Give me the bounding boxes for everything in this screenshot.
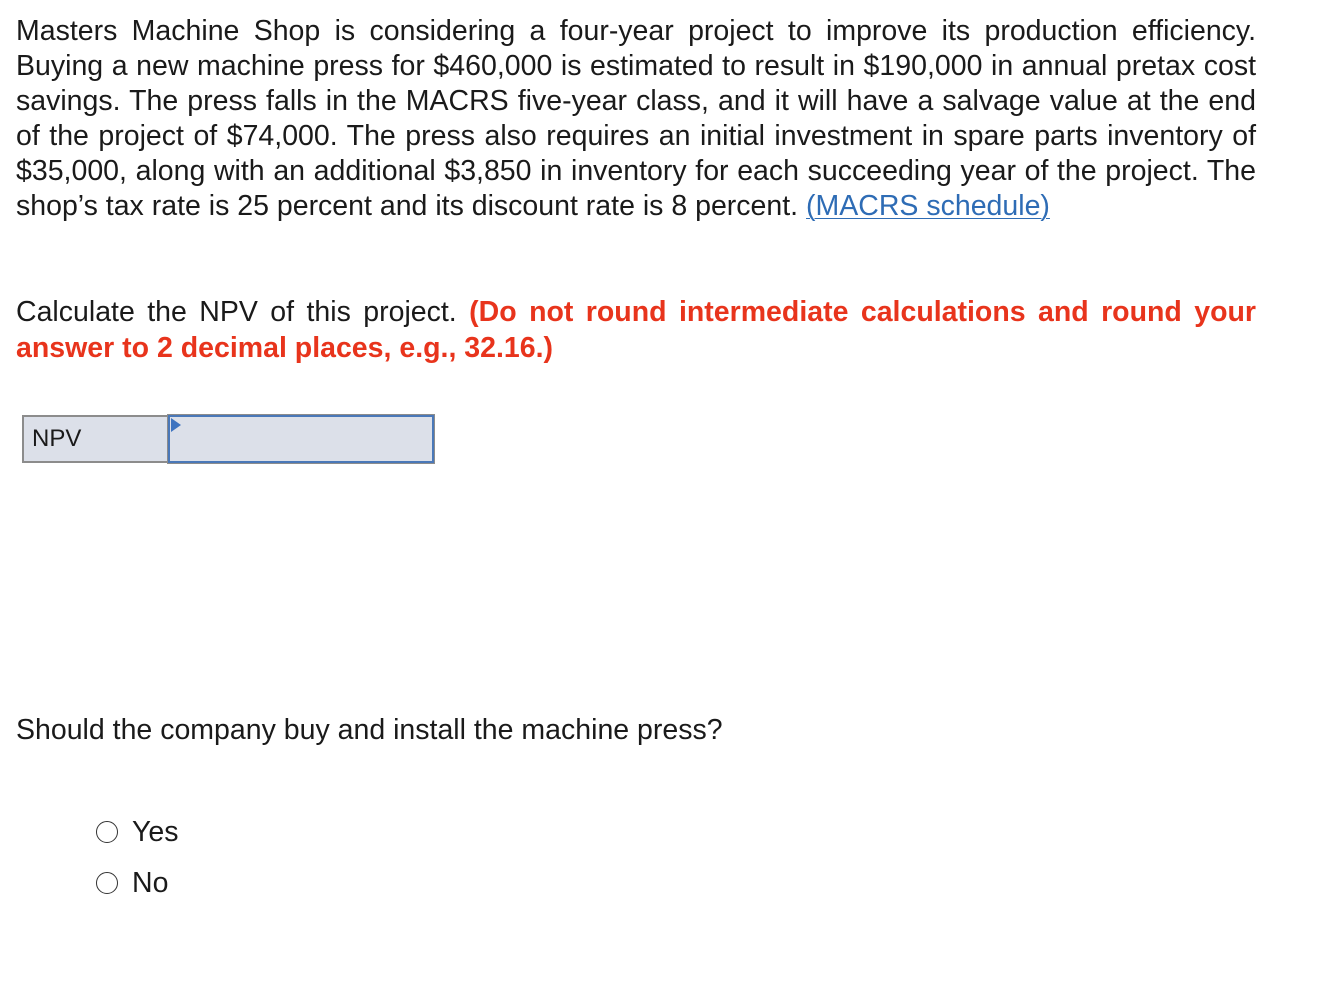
radio-unchecked-icon[interactable] (96, 821, 118, 843)
npv-answer-cell[interactable] (168, 415, 434, 463)
npv-input[interactable] (170, 417, 432, 461)
radio-unchecked-icon[interactable] (96, 872, 118, 894)
buy-question: Should the company buy and install the machine press? (16, 714, 723, 746)
answer-options (96, 812, 179, 914)
option-yes[interactable] (96, 812, 179, 852)
npv-answer-table (22, 415, 434, 463)
option-no-label[interactable]: No (132, 867, 169, 899)
problem-text: Masters Machine Shop is considering a four-year project to improve its production efficiency. Buying a new machine press for $460,000 is estimated to result in $190,000 in annual pretax cost savings. The press falls in the MACRS five-year class, and it will have a salvage value at the end of the project of $74,000. The press also requires an initial investment in spare parts inventory of $35,000, along with an additional $3,850 in inventory for each succeeding year of the project. The shop’s tax rate is 25 percent and its discount rate is 8 percent. (16, 15, 1256, 222)
npv-question (16, 294, 1256, 366)
npv-label: NPV (22, 415, 168, 463)
rounding-instruction: (Do not round intermediate calculations and round your answer to 2 decimal places, e.g., 32.16.) (16, 296, 1256, 364)
npv-question-text: Calculate the NPV of this project. (16, 296, 457, 328)
option-no[interactable] (96, 863, 179, 903)
option-yes-label[interactable]: Yes (132, 816, 179, 848)
problem-statement (16, 14, 1256, 224)
macrs-schedule-link[interactable]: (MACRS schedule) (806, 190, 1050, 222)
